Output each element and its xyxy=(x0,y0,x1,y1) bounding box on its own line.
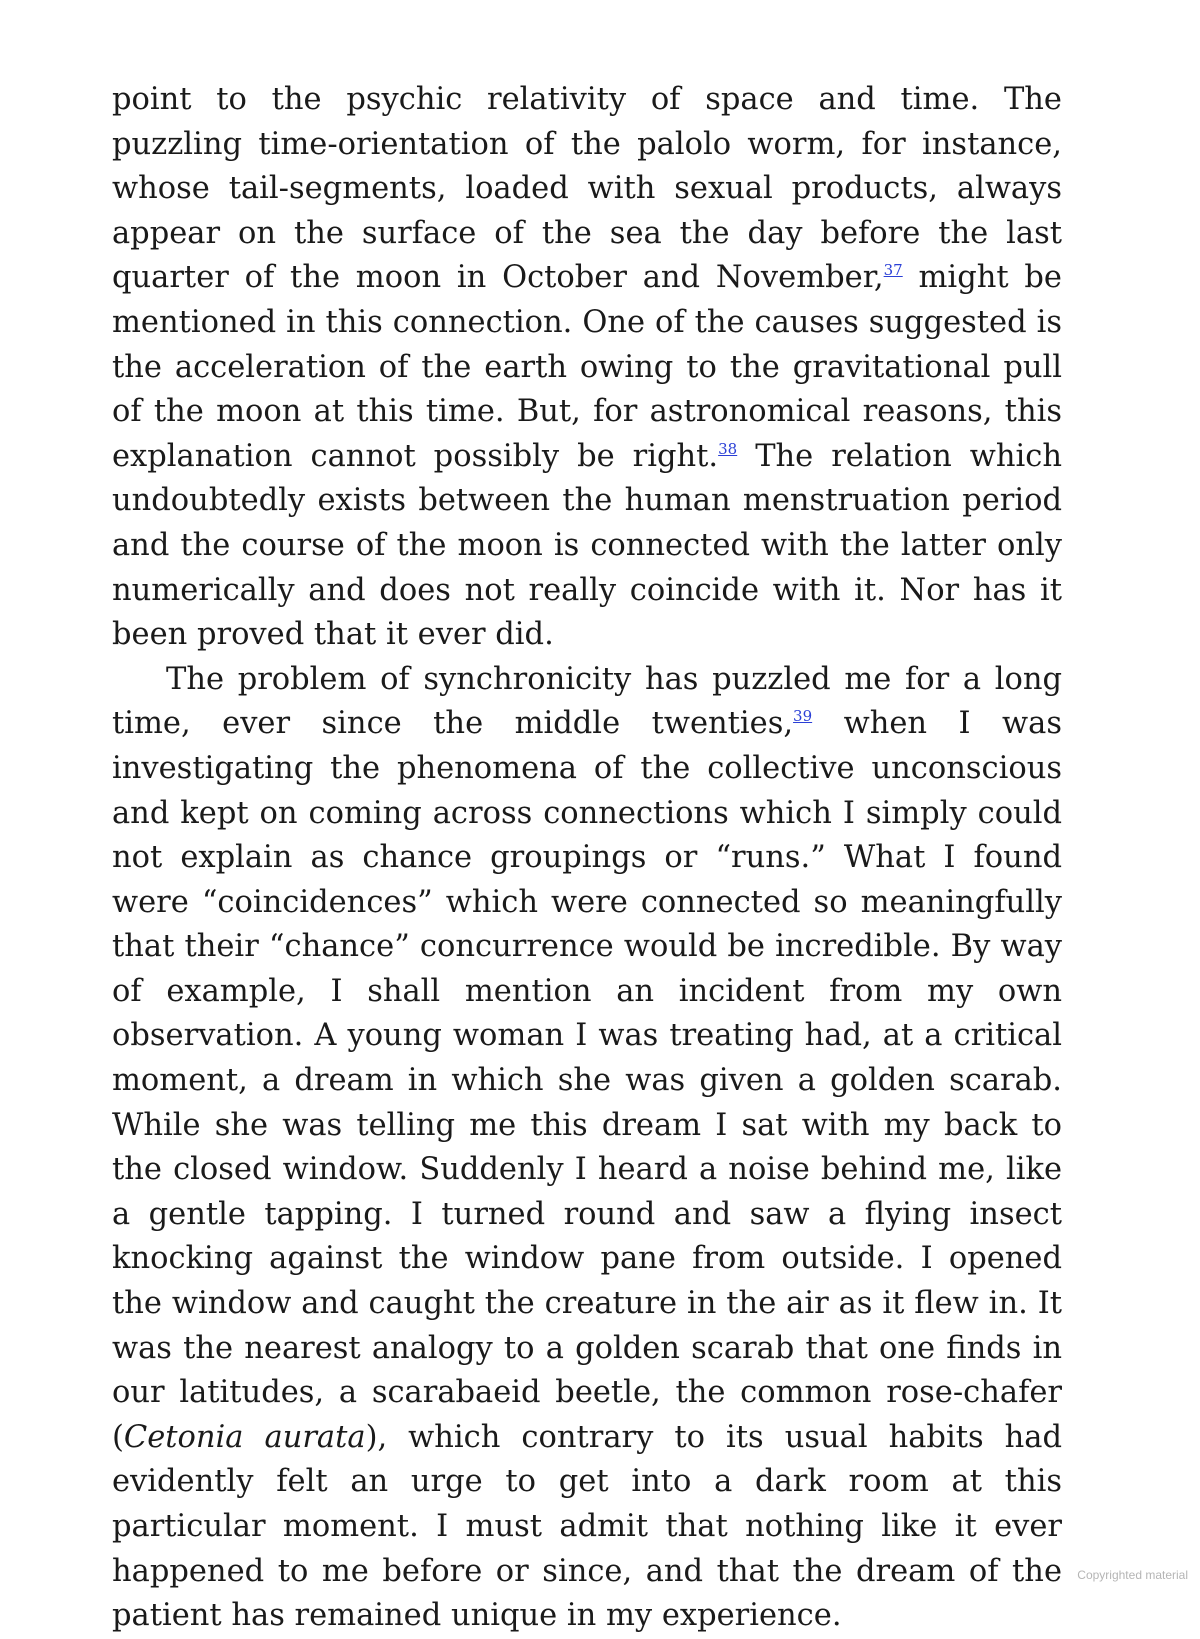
footnote-link-37[interactable]: 37 xyxy=(883,261,903,280)
text-segment: when I was investigating the phenomena of the collective unconscious and kept on coming across connections which I simply could not explain as chance groupings or “runs.” What I found were “coincidences” which were connected so meaningfully that their “chance” concurrence would be incredible. By way of example, I shall mention an incident from my own observation. A young woman I was treating had, at a critical moment, a dream in which she was given a golden scarab. While she was telling me this dream I sat with my back to the closed window. Suddenly I heard a noise behind me, like a gentle tapping. I turned round and saw a flying insect knocking against the window pane from outside. I opened the window and caught the creature in the air as it flew in. It was the nearest analogy to a golden scarab that one finds in our latitudes, a scarabaeid beetle, the common rose-chafer ( xyxy=(112,706,1062,1455)
text-segment: The problem of synchronicity has puzzled me for a long time, ever since the middle twenties, xyxy=(112,661,1062,742)
text-segment: point to the psychic relativity of space and time. The puzzling time-orientation of the palolo worm, for instance, whose tail-segments, loaded with sexual products, always appear on the surface of the sea the day before the last quarter of the moon in October and November, xyxy=(112,82,1062,296)
footnote-link-38[interactable]: 38 xyxy=(718,439,738,458)
italic-species-name: Cetonia aurata xyxy=(123,1419,366,1455)
copyright-watermark: Copyrighted material xyxy=(1077,1568,1188,1582)
text-segment: The relation which undoubtedly exists between the human menstruation period and the course of the moon is connected with the latter only numerically and does not really coincide with it. Nor has it been proved that it ever did. xyxy=(112,438,1062,653)
text-segment: ), which contrary to its usual habits had evidently felt an urge to get into a dark room at this particular moment. I must admit that nothing like it ever happened to me before or since, and that the dream of the patient has remained unique in my experience. xyxy=(112,1419,1062,1634)
text-segment: might be mentioned in this connection. One of the causes suggested is the acceleration of the earth owing to the gravitational pull of the moon at this time. But, for astronomical reasons, this explanation cannot possibly be right. xyxy=(112,260,1062,474)
paragraph-2 xyxy=(112,658,1062,1639)
paragraph-1 xyxy=(112,78,1062,658)
page-body xyxy=(112,78,1062,1639)
footnote-link-39[interactable]: 39 xyxy=(793,707,813,726)
